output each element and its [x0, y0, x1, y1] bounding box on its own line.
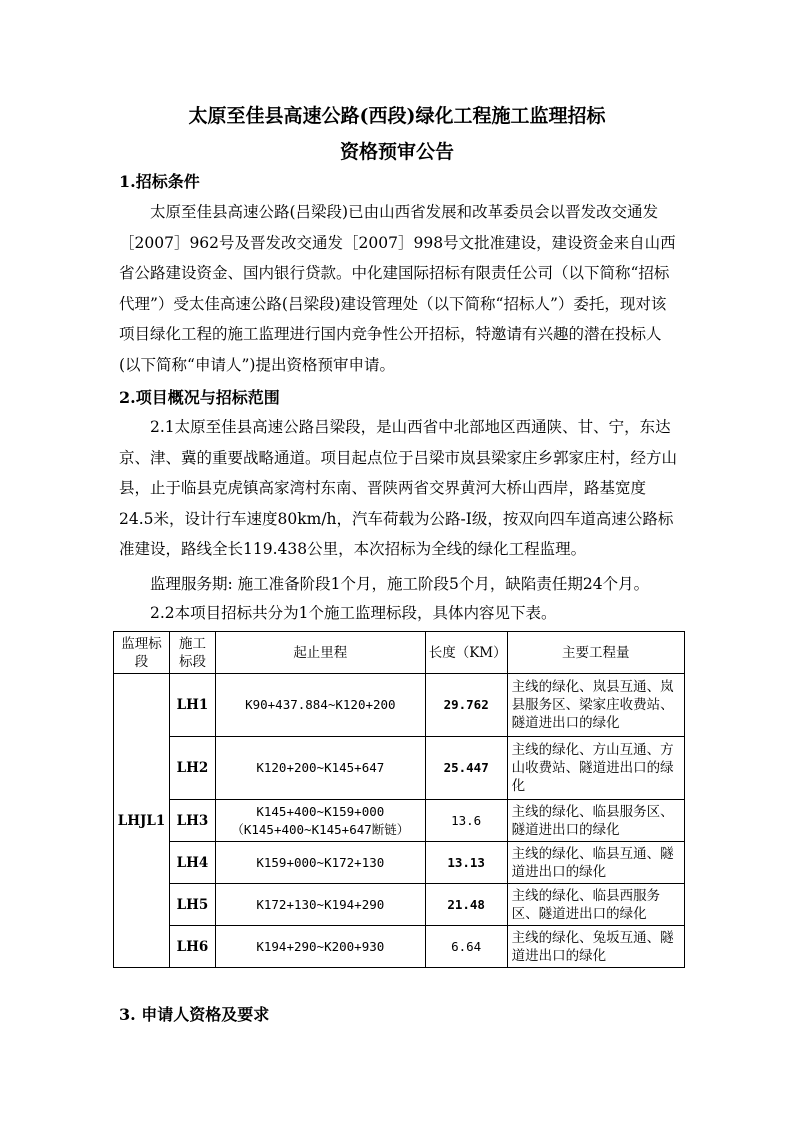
table-intro-text: 2.2本项目招标共分为1个施工监理标段，具体内容见下表。 — [150, 604, 557, 622]
length-cell: 6.64 — [425, 926, 507, 968]
chainage-cell: K194+290~K200+930 — [215, 926, 425, 968]
header-chainage: 起止里程 — [215, 632, 425, 674]
table-row — [114, 842, 685, 884]
section2-paragraph: 2.1太原至佳县高速公路吕梁段，是山西省中北部地区西通陕、甘、宁，东达京、津、冀的重要战略通道。项目起点位于吕梁市岚县梁家庄乡郭家庄村，经方山县，止于临县克虎镇高家湾村东南、晋陕两省交界黄河大桥山西岸，路基宽度24.5米，设计行车速度80km/h，汽车荷载为公路-Ⅰ级，按双向四车道高速公路标准建设，路线全长119.438公里，本次招标为全线的绿化工程监理。 — [119, 418, 678, 558]
chainage-cell: K172+130~K194+290 — [215, 884, 425, 926]
document-title: 太原至佳县高速公路(西段)绿化工程施工监理招标 — [188, 105, 606, 127]
section1-body — [119, 197, 679, 380]
document-subtitle: 资格预审公告 — [339, 141, 454, 163]
bid-lot-table — [113, 631, 685, 968]
length-cell: 25.447 — [425, 737, 507, 800]
length-cell: 21.48 — [425, 884, 507, 926]
header-length: 长度（KM） — [425, 632, 507, 674]
table-row — [114, 737, 685, 800]
scope-cell: 主线的绿化、兔坂互通、隧道进出口的绿化 — [507, 926, 684, 968]
chainage-cell: K159+000~K172+130 — [215, 842, 425, 884]
length-cell: 13.13 — [425, 842, 507, 884]
lot-cell: LH6 — [169, 926, 215, 968]
lot-cell: LH3 — [169, 800, 215, 842]
table-row — [114, 674, 685, 737]
table-row — [114, 800, 685, 842]
header-supervision-lot: 监理标段 — [114, 632, 170, 674]
length-cell: 29.762 — [425, 674, 507, 737]
supervision-lot-cell: LHJL1 — [114, 674, 170, 968]
table-row — [114, 884, 685, 926]
lot-cell: LH5 — [169, 884, 215, 926]
lot-cell: LH2 — [169, 737, 215, 800]
lot-cell: LH1 — [169, 674, 215, 737]
chainage-cell: K90+437.884~K120+200 — [215, 674, 425, 737]
header-scope: 主要工程量 — [507, 632, 684, 674]
chainage-cell — [215, 800, 425, 842]
section3-heading: 3. 申请人资格及要求 — [119, 1005, 270, 1024]
scope-cell: 主线的绿化、岚县互通、岚县服务区、梁家庄收费站、隧道进出口的绿化 — [507, 674, 684, 737]
section2-heading: 2.项目概况与招标范围 — [119, 388, 280, 407]
service-period-text: 监理服务期: 施工准备阶段1个月，施工阶段5个月，缺陷责任期24个月。 — [150, 575, 650, 593]
header-construction-lot: 施工标段 — [169, 632, 215, 674]
table-row — [114, 926, 685, 968]
section2-body — [119, 412, 679, 565]
section1-heading: 1.招标条件 — [119, 172, 200, 191]
table-header-row — [114, 632, 685, 674]
scope-cell: 主线的绿化、方山互通、方山收费站、隧道进出口的绿化 — [507, 737, 684, 800]
scope-cell: 主线的绿化、临县西服务区、隧道进出口的绿化 — [507, 884, 684, 926]
scope-cell: 主线的绿化、临县服务区、隧道进出口的绿化 — [507, 800, 684, 842]
length-cell: 13.6 — [425, 800, 507, 842]
chainage-cell: K120+200~K145+647 — [215, 737, 425, 800]
chainage-break-note: （K145+400~K145+647断链） — [231, 821, 410, 837]
chainage-main: K145+400~K159+000 — [256, 803, 385, 819]
scope-cell: 主线的绿化、临县互通、隧道进出口的绿化 — [507, 842, 684, 884]
section1-paragraph: 太原至佳县高速公路(吕梁段)已由山西省发展和改革委员会以晋发改交通发［2007］962号及晋发改交通发［2007］998号文批准建设，建设资金来自山西省公路建设资金、国内银行贷款。中化建国际招标有限责任公司（以下简称“招标代理”）受太佳高速公路(吕梁段)建设管理处（以下简称“招标人”）委托，现对该项目绿化工程的施工监理进行国内竞争性公开招标，特邀请有兴趣的潜在投标人(以下简称“申请人”)提出资格预审申请。 — [119, 203, 676, 374]
lot-cell: LH4 — [169, 842, 215, 884]
